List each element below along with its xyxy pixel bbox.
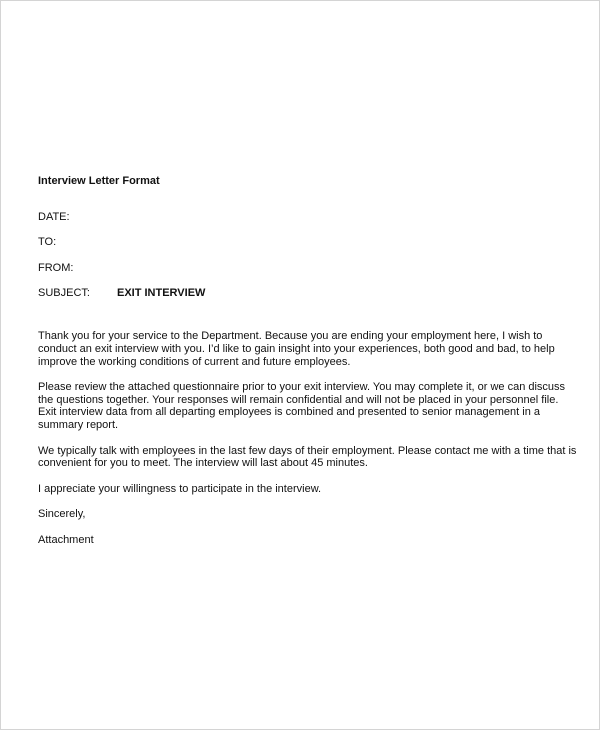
paragraph-appreciation: I appreciate your willingness to participate in the interview.: [38, 482, 322, 495]
to-row: [38, 236, 578, 249]
closing: Sincerely,: [38, 508, 86, 521]
subject-value: EXIT INTERVIEW: [117, 287, 206, 300]
attachment-note: Attachment: [38, 533, 94, 546]
paragraph-questionnaire: Please review the attached questionnaire prior to your exit interview. You may complete it, or we can discuss the questions together. Your responses will remain confidential and will not be placed in your personnel file. Exit interview data from all departing employees is combined and presented to senior management in a summary report.: [38, 381, 566, 431]
from-row: [38, 262, 578, 275]
paragraph-scheduling: We typically talk with employees in the last few days of their employment. Please contact me with a time that is convenient for you to meet. The interview will last about 45 minutes.: [38, 444, 577, 470]
paragraph-intro: Thank you for your service to the Department. Because you are ending your employment here, I wish to conduct an exit interview with you. I’d like to gain insight into your experiences, both good and bad, to help improve the working conditions of current and future employees.: [38, 330, 555, 368]
letter-body: [38, 175, 578, 560]
from-label: FROM:: [38, 261, 74, 274]
to-label: TO:: [38, 236, 57, 249]
date-label: DATE:: [38, 210, 70, 223]
document-title: Interview Letter Format: [38, 175, 160, 187]
date-row: [38, 211, 578, 224]
subject-row: [38, 287, 578, 300]
subject-label: SUBJECT:: [38, 287, 90, 300]
